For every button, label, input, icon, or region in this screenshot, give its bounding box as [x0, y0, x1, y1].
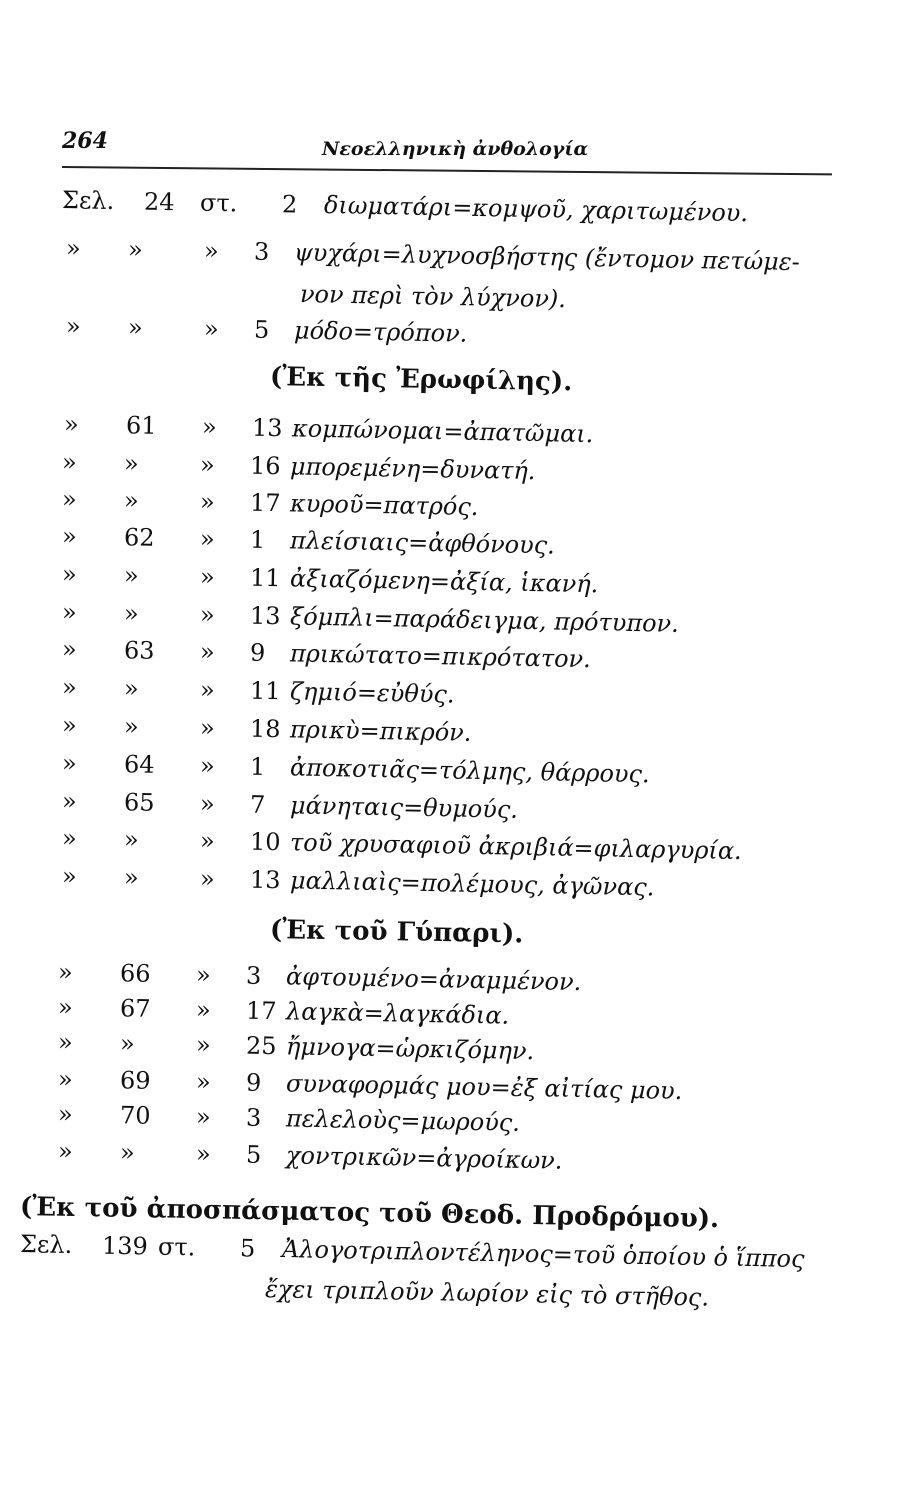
entry-gloss: συναφορμάς μου=ἐξ αἰτίας μου.	[285, 1069, 683, 1105]
entry-number: 69	[119, 1066, 151, 1095]
entry-line-label: »	[195, 1102, 211, 1131]
gloss-entry	[61, 560, 599, 599]
entry-gloss: μαλλιαὶς=πολέμους, ἀγῶνας.	[289, 866, 655, 902]
entry-line-label: »	[195, 960, 211, 989]
header-rule	[62, 166, 832, 175]
entry-verse: 13	[249, 865, 281, 895]
entry-verse: 3	[253, 237, 270, 266]
entry-verse: 2	[281, 190, 298, 219]
entry-number: »	[119, 1138, 135, 1167]
entry-page: »	[61, 635, 78, 664]
entry-gloss: μάνηταις=θυμούς.	[289, 791, 519, 824]
gloss-continuation: νον περὶ τὸν λύχνον).	[299, 280, 567, 314]
entry-number: 67	[119, 994, 151, 1023]
entry-page: »	[61, 448, 78, 477]
entry-gloss: τοῦ χρυσαφιοῦ ἀκριβιά=φιλαργυρία.	[289, 828, 742, 866]
gloss-entry	[57, 1100, 521, 1137]
entry-page: »	[61, 560, 78, 589]
entry-page: »	[61, 711, 78, 740]
entry-line-label: »	[195, 1139, 211, 1168]
gloss-entry	[61, 485, 479, 521]
entry-page: Σελ.	[61, 186, 115, 216]
entry-line-label: »	[199, 826, 215, 855]
entry-page: »	[57, 993, 74, 1022]
entry-gloss: μπορεμένη=δυνατή.	[289, 452, 536, 486]
section-heading: (Ἐκ τοῦ ἀποσπάσματος τοῦ Θεοδ. Προδρόμου).	[19, 1192, 720, 1235]
entry-line-label: στ.	[157, 1232, 196, 1262]
gloss-entry	[61, 787, 519, 824]
entry-line-label: »	[199, 713, 215, 742]
entry-line-label: »	[195, 995, 211, 1024]
entry-gloss: ψυχάρι=λυχνοσβήστης (ἔντομον πετώμε-	[293, 238, 801, 277]
entry-line-label: »	[199, 562, 215, 591]
entry-verse: 3	[245, 1103, 262, 1132]
gloss-entry	[65, 234, 801, 277]
gloss-entry	[19, 1230, 805, 1274]
entry-line-label: »	[199, 864, 215, 893]
gloss-entry	[61, 673, 455, 709]
entry-gloss: πελελοὺς=μωρούς.	[285, 1104, 521, 1137]
entry-verse: 5	[239, 1234, 256, 1263]
gloss-entry	[57, 1028, 535, 1066]
entry-page: »	[57, 1137, 74, 1166]
entry-gloss: ἀξιαζόμενη=ἀξία, ἱκανή.	[289, 564, 599, 599]
entry-verse: 17	[249, 488, 281, 518]
entry-gloss: Ἀλογοτριπλοντέληνος=τοῦ ὁποίου ὁ ἵππος	[281, 1235, 805, 1274]
gloss-entry	[61, 598, 680, 638]
entry-gloss: ἀφτουμένο=ἀναμμένον.	[285, 962, 582, 997]
entry-page: Σελ.	[19, 1230, 73, 1260]
entry-number: »	[123, 449, 139, 478]
running-head: Νεοελληνικὴ ἀνθολογία	[322, 138, 589, 160]
entry-number: 61	[125, 411, 157, 440]
entry-page: »	[65, 312, 82, 341]
entry-number: »	[123, 712, 139, 741]
entry-gloss: ἀποκοτιᾶς=τόλμης, θάρρους.	[289, 753, 650, 789]
entry-line-label: »	[201, 412, 217, 441]
gloss-entry	[57, 993, 510, 1030]
entry-page: »	[61, 673, 78, 702]
entry-gloss: κομπώνομαι=ἀπατῶμαι.	[291, 414, 594, 449]
entry-verse: 7	[249, 790, 266, 819]
entry-page: »	[61, 522, 78, 551]
gloss-entry	[61, 749, 650, 789]
entry-line-label: »	[199, 675, 215, 704]
entry-gloss: διωματάρι=κομψοῦ, χαριτωμένου.	[323, 191, 749, 228]
entry-gloss: πλείσιαις=ἀφθόνους.	[289, 526, 556, 560]
entry-verse: 13	[249, 601, 281, 631]
entry-verse: 17	[245, 996, 277, 1026]
entry-number: 62	[123, 523, 155, 552]
entry-line-label: »	[203, 236, 219, 265]
entry-verse: 13	[251, 413, 283, 443]
entry-number: »	[127, 313, 143, 342]
entry-number: »	[123, 561, 139, 590]
entry-verse: 18	[249, 714, 281, 744]
entry-number: 66	[119, 959, 151, 988]
entry-verse: 25	[245, 1031, 277, 1061]
entry-page: »	[61, 749, 78, 778]
gloss-entry	[61, 862, 655, 902]
gloss-entry	[65, 312, 468, 348]
entry-number: »	[123, 486, 139, 515]
entry-gloss: ἤμνογα=ὡρκιζόμην.	[285, 1032, 535, 1066]
entry-line-label: »	[199, 487, 215, 516]
entry-page: »	[65, 234, 82, 263]
entry-page: »	[61, 787, 78, 816]
entry-line-label: »	[195, 1067, 211, 1096]
page-number: 264	[62, 128, 108, 154]
gloss-entry	[61, 711, 472, 747]
entry-number: 139	[101, 1231, 149, 1261]
entry-line-label: »	[199, 450, 215, 479]
entry-gloss: μόδο=τρόπον.	[293, 316, 468, 348]
entry-line-label: »	[195, 1030, 211, 1059]
gloss-entry	[61, 824, 742, 866]
entry-page: »	[63, 410, 80, 439]
entry-verse: 11	[249, 563, 281, 593]
entry-verse: 5	[245, 1140, 262, 1169]
entry-page: »	[61, 485, 78, 514]
gloss-entry	[61, 635, 592, 674]
entry-gloss: ξόμπλι=παράδειγμα, πρότυπον.	[289, 602, 680, 638]
entry-gloss: πρικὺ=πικρόν.	[289, 715, 472, 747]
entry-page: »	[57, 958, 74, 987]
entry-verse: 3	[245, 961, 262, 990]
entry-verse: 9	[249, 638, 266, 667]
gloss-entry	[57, 1065, 683, 1105]
entry-number: »	[127, 235, 143, 264]
entry-verse: 5	[253, 315, 270, 344]
entry-page: »	[57, 1028, 74, 1057]
gloss-entry	[57, 958, 582, 997]
entry-line-label: »	[199, 600, 215, 629]
gloss-continuation: ἔχει τριπλοῦν λωρίον εἰς τὸ στῆθος.	[264, 1275, 710, 1312]
entry-number: 64	[123, 750, 155, 779]
entry-page: »	[61, 862, 78, 891]
entry-verse: 1	[249, 525, 266, 554]
entry-verse: 10	[249, 827, 281, 857]
entry-line-label: »	[199, 637, 215, 666]
entry-verse: 16	[249, 451, 281, 481]
entry-number: »	[123, 825, 139, 854]
entry-verse: 1	[249, 752, 266, 781]
entry-line-label: »	[199, 751, 215, 780]
entry-line-label: »	[203, 314, 219, 343]
gloss-entry	[63, 410, 594, 449]
entry-line-label: στ.	[199, 188, 238, 218]
entry-number: »	[119, 1029, 135, 1058]
entry-gloss: κυροῦ=πατρός.	[289, 489, 479, 521]
entry-gloss: πρικώτατο=πικρότατον.	[289, 639, 592, 674]
entry-gloss: χοντρικῶν=ἀγροίκων.	[285, 1141, 563, 1175]
entry-number: »	[123, 863, 139, 892]
entry-gloss: ζημιό=εὐθύς.	[289, 677, 455, 709]
section-heading: (Ἐκ τῆς Ἐρωφίλης).	[269, 362, 573, 398]
gloss-entry	[57, 1137, 563, 1175]
section-heading: (Ἐκ τοῦ Γύπαρι).	[269, 915, 524, 950]
entry-number: 63	[123, 636, 155, 665]
entry-page: »	[57, 1100, 74, 1129]
entry-page: »	[61, 598, 78, 627]
gloss-entry	[61, 522, 556, 560]
entry-line-label: »	[199, 789, 215, 818]
entry-page: »	[61, 824, 78, 853]
entry-page: »	[57, 1065, 74, 1094]
entry-number: »	[123, 674, 139, 703]
entry-verse: 11	[249, 676, 281, 706]
entry-number: »	[123, 599, 139, 628]
entry-gloss: λαγκὰ=λαγκάδια.	[285, 997, 510, 1030]
entry-line-label: »	[199, 524, 215, 553]
gloss-entry	[61, 448, 536, 486]
entry-number: 65	[123, 788, 155, 817]
gloss-entry	[61, 186, 749, 228]
entry-verse: 9	[245, 1068, 262, 1097]
entry-number: 24	[143, 187, 175, 217]
entry-number: 70	[119, 1101, 151, 1130]
